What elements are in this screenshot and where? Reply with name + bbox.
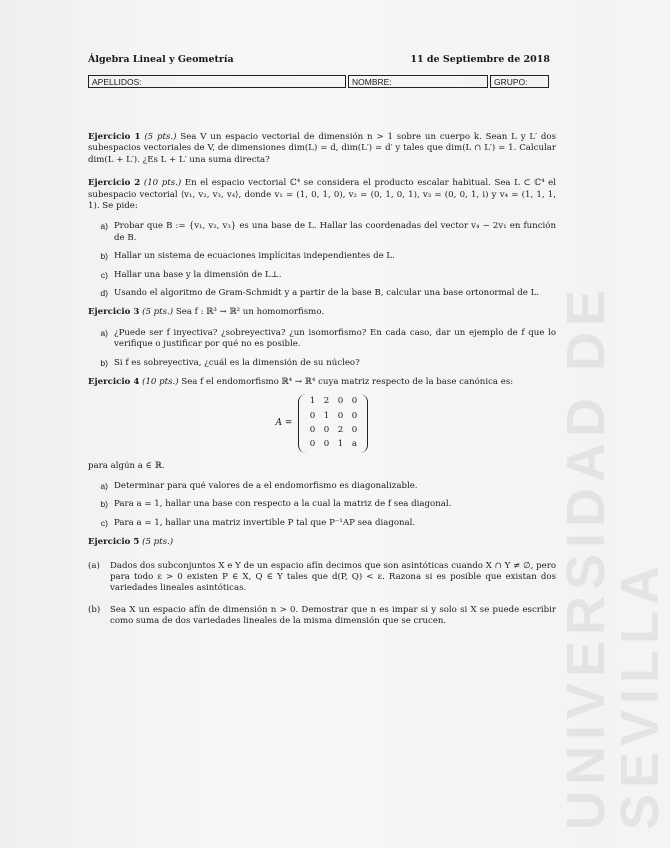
course-title: Álgebra Lineal y Geometría <box>88 54 234 65</box>
matrix-entry: 0 <box>351 396 358 407</box>
exercise-4-after: para algún a ∈ ℝ. <box>88 460 165 471</box>
grupo-field: GRUPO: <box>490 75 549 88</box>
exercise-3-text: Sea f : ℝ³ → ℝ² un homomorfismo. <box>175 307 325 318</box>
matrix-a <box>298 394 368 453</box>
matrix-entry: 1 <box>337 439 344 450</box>
exam-date: 11 de Septiembre de 2018 <box>410 54 550 65</box>
matrix-entry: 1 <box>309 396 316 407</box>
exercise-2-points: (10 pts.) <box>143 178 182 189</box>
exercise-1-title: Ejercicio 1 <box>88 132 141 142</box>
nombre-field: NOMBRE: <box>348 75 488 88</box>
exercise-3-items <box>88 328 556 369</box>
exercise-4-points: (10 pts.) <box>142 377 179 388</box>
matrix-entry: 1 <box>323 410 330 421</box>
exercise-2-title: Ejercicio 2 <box>88 178 141 189</box>
matrix-entry: 0 <box>323 439 330 450</box>
list-item: a) Probar que B := {v₁, v₂, v₃} es una base de L. Hallar las coordenadas del vector v₄ − 2v₁ en función de B. <box>100 221 556 243</box>
exercise-1-text: Sea V un espacio vectorial de dimensión n > 1 sobre un cuerpo k. Sean L y L′ dos subespacios vectoriales de V, de dimensiones dim(L) = d, dim(L′) = d′ y tales que dim(L ∩ L′) = 1. Calcular dim(L + L′). ¿Es L + L′ una suma directa? <box>88 132 556 165</box>
exercise-5-title: Ejercicio 5 <box>88 537 140 548</box>
matrix-entry: 0 <box>323 425 330 435</box>
matrix-entry: 0 <box>309 439 316 450</box>
matrix-label: A = <box>275 417 293 428</box>
exercise-1 <box>88 132 556 166</box>
university-watermark: UNIVERSIDAD DE SEVILLA <box>556 283 670 830</box>
matrix-entry: 2 <box>323 396 330 407</box>
exercise-3 <box>88 307 556 318</box>
exercise-5-items <box>88 561 556 628</box>
matrix-display <box>88 393 556 455</box>
matrix-entry: 2 <box>337 425 344 435</box>
list-item: a) ¿Puede ser f inyectiva? ¿sobreyectiva? ¿un isomorfismo? En cada caso, dar un ejemplo de f que lo verifique o justificar por qué no es posible. <box>100 327 556 350</box>
list-item: b) Hallar un sistema de ecuaciones implícitas independientes de L. <box>100 251 395 262</box>
exercise-4-text: Sea f el endomorfismo ℝ⁴ → ℝ⁴ cuya matriz respecto de la base canónica es: <box>181 377 514 388</box>
matrix-entry: 0 <box>351 410 358 421</box>
list-item: d) Usando el algoritmo de Gram-Schmidt y a partir de la base B, calcular una base ortonormal de L. <box>100 288 540 299</box>
matrix-entry: 0 <box>351 425 358 435</box>
list-item: b) Si f es sobreyectiva, ¿cuál es la dimensión de su núcleo? <box>100 357 360 368</box>
exercise-2-text: En el espacio vectorial ℂ⁴ se considera el producto escalar habitual. Sea L ⊂ ℂ⁴ el subespacio vectorial ⟨v₁, v₂, v₃, v₄⟩, donde v₁ = (1, 0, 1, 0), v₂ = (0, 1, 0, 1), v₃ = (0, 0, 1, i) y v₄ = (1, 1, 1, 1). Se pide: <box>88 178 557 212</box>
matrix-entry: 0 <box>309 425 316 435</box>
exam-header <box>88 54 550 65</box>
exercise-5 <box>88 537 556 548</box>
exercise-4-items <box>88 481 556 529</box>
list-item: c) Hallar una base y la dimensión de L⊥. <box>100 269 282 280</box>
apellidos-field: APELLIDOS: <box>88 75 346 88</box>
exercise-1-points: (5 pts.) <box>144 132 177 142</box>
list-item: (a) Dados dos subconjuntos X e Y de un espacio afín decimos que son asintóticas cuando X ∩ Y ≠ ∅, pero para todo ε > 0 existen P ∈ X, Q ∈ Y tales que d(P, Q) < ε. Razona si es posible que existan dos variedades lineales asintóticas. <box>88 560 556 594</box>
exercise-2 <box>88 178 556 212</box>
exercise-5-points: (5 pts.) <box>142 537 174 548</box>
exercise-2-items <box>88 221 556 299</box>
list-item: b) Para a = 1, hallar una base con respecto a la cual la matriz de f sea diagonal. <box>100 499 452 510</box>
list-item: (b) Sea X un espacio afín de dimensión n > 0. Demostrar que n es impar si y solo si X se puede escribir como suma de dos variedades lineales de la misma dimensión que se crucen. <box>88 604 556 627</box>
exercise-3-title: Ejercicio 3 <box>88 307 140 318</box>
exercise-3-points: (5 pts.) <box>142 307 174 318</box>
exam-content <box>88 132 556 636</box>
student-fields <box>88 75 551 88</box>
matrix-entry: 0 <box>309 410 316 421</box>
matrix-entry: a <box>351 439 358 450</box>
exercise-4 <box>88 377 556 388</box>
exercise-4-title: Ejercicio 4 <box>88 377 140 388</box>
list-item: c) Para a = 1, hallar una matriz invertible P tal que P⁻¹AP sea diagonal. <box>100 517 416 528</box>
matrix-entry: 0 <box>337 396 344 407</box>
list-item: a) Determinar para qué valores de a el endomorfismo es diagonalizable. <box>100 480 418 491</box>
matrix-entry: 0 <box>337 410 344 421</box>
